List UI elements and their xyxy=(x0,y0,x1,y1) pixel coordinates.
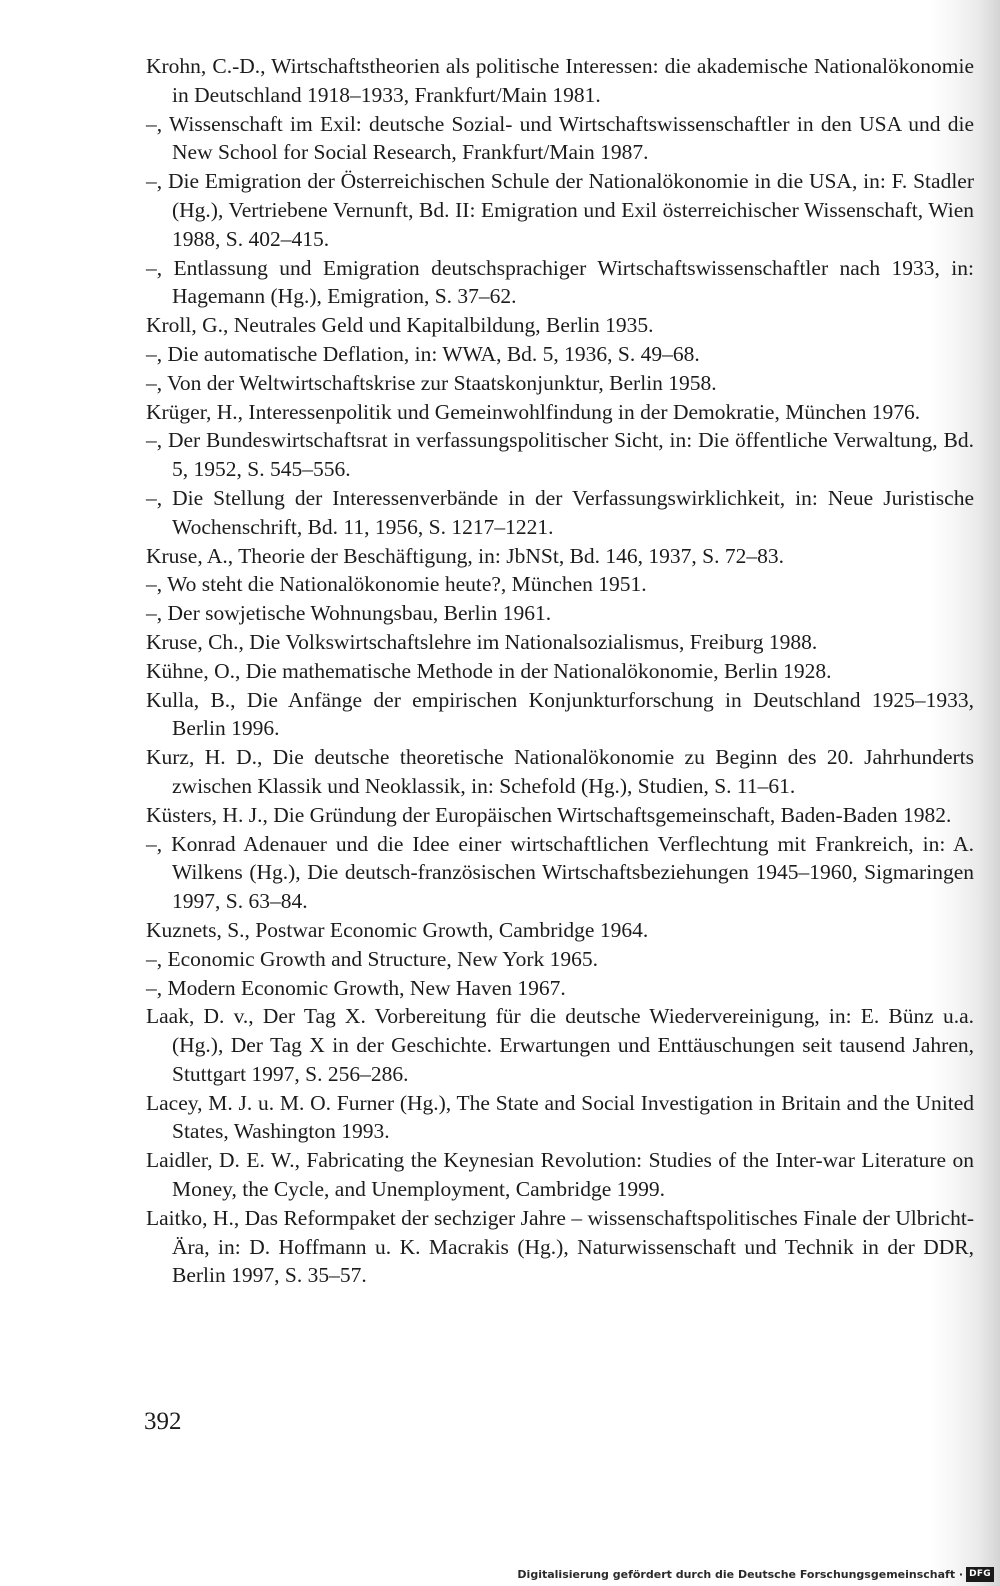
bibliography-entry: Kurz, H. D., Die deutsche theoretische Nationalökonomie zu Beginn des 20. Jahrhunderts zwischen Klassik und Neoklassik, in: Schefold (Hg.), Studien, S. 11–61. xyxy=(146,745,974,798)
bibliography-entry: Laitko, H., Das Reformpaket der sechziger Jahre – wissenschaftspolitisches Finale der Ulbricht-Ära, in: D. Hoffmann u. K. Macrakis (Hg.), Naturwissenschaft und Technik in der DDR, Berlin 1997, S. 35–57. xyxy=(146,1205,974,1288)
bibliography-entry: –, Die Emigration der Österreichischen Schule der Nationalökonomie in die USA, in: F. Stadler (Hg.), Vertriebene Vernunft, Bd. II: Emigration und Exil österreichischer Wissenschaft, Wien 1988, S. 402–415. xyxy=(146,169,974,251)
bibliography-entry: –, Konrad Adenauer und die Idee einer wirtschaftlichen Verflechtung mit Frankreich, in: A. Wilkens (Hg.), Die deutsch-französischen Wirtschaftsbeziehungen 1945–1960, Sigmaringen 1997, S. 63–84. xyxy=(146,831,974,914)
bibliography-entry: –, Der sowjetische Wohnungsbau, Berlin 1961. xyxy=(146,601,552,626)
bibliography-entry: –, Die automatische Deflation, in: WWA, Bd. 5, 1936, S. 49–68. xyxy=(146,341,700,366)
digitization-footer xyxy=(517,1565,994,1583)
bibliography-entry: Laak, D. v., Der Tag X. Vorbereitung für die deutsche Wiedervereinigung, in: E. Bünz u.a. (Hg.), Der Tag X in der Geschichte. Erwartungen und Enttäuschungen seit tausend Jahren, Stuttgart 1997, S. 256–286. xyxy=(146,1004,974,1086)
bibliography-entry: Kulla, B., Die Anfänge der empirischen Konjunkturforschung in Deutschland 1925–1933, Berlin 1996. xyxy=(146,687,974,741)
bibliography-entry: Küsters, H. J., Die Gründung der Europäischen Wirtschaftsgemeinschaft, Baden-Baden 1982. xyxy=(146,802,952,827)
bibliography-list xyxy=(146,52,974,1290)
bibliography-entry: –, Der Bundeswirtschaftsrat in verfassungspolitischer Sicht, in: Die öffentliche Verwaltung, Bd. 5, 1952, S. 545–556. xyxy=(146,428,974,482)
bibliography-entry: Kühne, O., Die mathematische Methode in der Nationalökonomie, Berlin 1928. xyxy=(146,658,832,683)
bibliography-entry: Kruse, Ch., Die Volkswirtschaftslehre im Nationalsozialismus, Freiburg 1988. xyxy=(146,629,818,654)
bibliography-entry: Krohn, C.-D., Wirtschaftstheorien als politische Interessen: die akademische Nationalökonomie in Deutschland 1918–1933, Frankfurt/Main 1981. xyxy=(146,54,974,107)
bibliography-entry: –, Entlassung und Emigration deutschsprachiger Wirtschaftswissenschaftler nach 1933, in: Hagemann (Hg.), Emigration, S. 37–62. xyxy=(146,255,974,309)
bibliography-entry: –, Die Stellung der Interessenverbände in der Verfassungswirklichkeit, in: Neue Juristische Wochenschrift, Bd. 11, 1956, S. 1217–1221. xyxy=(146,485,974,539)
bibliography-entry: –, Economic Growth and Structure, New York 1965. xyxy=(146,946,599,971)
bibliography-entry: –, Modern Economic Growth, New Haven 1967. xyxy=(146,975,566,1000)
dfg-logo: DFG xyxy=(966,1567,994,1582)
bibliography-entry: –, Wo steht die Nationalökonomie heute?, München 1951. xyxy=(146,572,647,597)
bibliography-entry: Laidler, D. E. W., Fabricating the Keynesian Revolution: Studies of the Inter-war Literature on Money, the Cycle, and Unemployment, Cambridge 1999. xyxy=(146,1148,974,1202)
footer-text: Digitalisierung gefördert durch die Deutsche Forschungsgemeinschaft · xyxy=(517,1567,964,1581)
bibliography-entry: Krüger, H., Interessenpolitik und Gemeinwohlfindung in der Demokratie, München 1976. xyxy=(146,399,921,424)
bibliography-entry: –, Wissenschaft im Exil: deutsche Sozial- und Wirtschaftswissenschaftler in den USA und die New School for Social Research, Frankfurt/Main 1987. xyxy=(146,111,974,165)
page-number: 392 xyxy=(144,1408,182,1435)
bibliography-entry: Kuznets, S., Postwar Economic Growth, Cambridge 1964. xyxy=(146,917,649,942)
bibliography-entry: –, Von der Weltwirtschaftskrise zur Staatskonjunktur, Berlin 1958. xyxy=(146,370,717,395)
bibliography-entry: Lacey, M. J. u. M. O. Furner (Hg.), The State and Social Investigation in Britain and the United States, Washington 1993. xyxy=(146,1090,974,1144)
bibliography-entry: Kruse, A., Theorie der Beschäftigung, in: JbNSt, Bd. 146, 1937, S. 72–83. xyxy=(146,543,784,568)
bibliography-entry: Kroll, G., Neutrales Geld und Kapitalbildung, Berlin 1935. xyxy=(146,313,654,338)
